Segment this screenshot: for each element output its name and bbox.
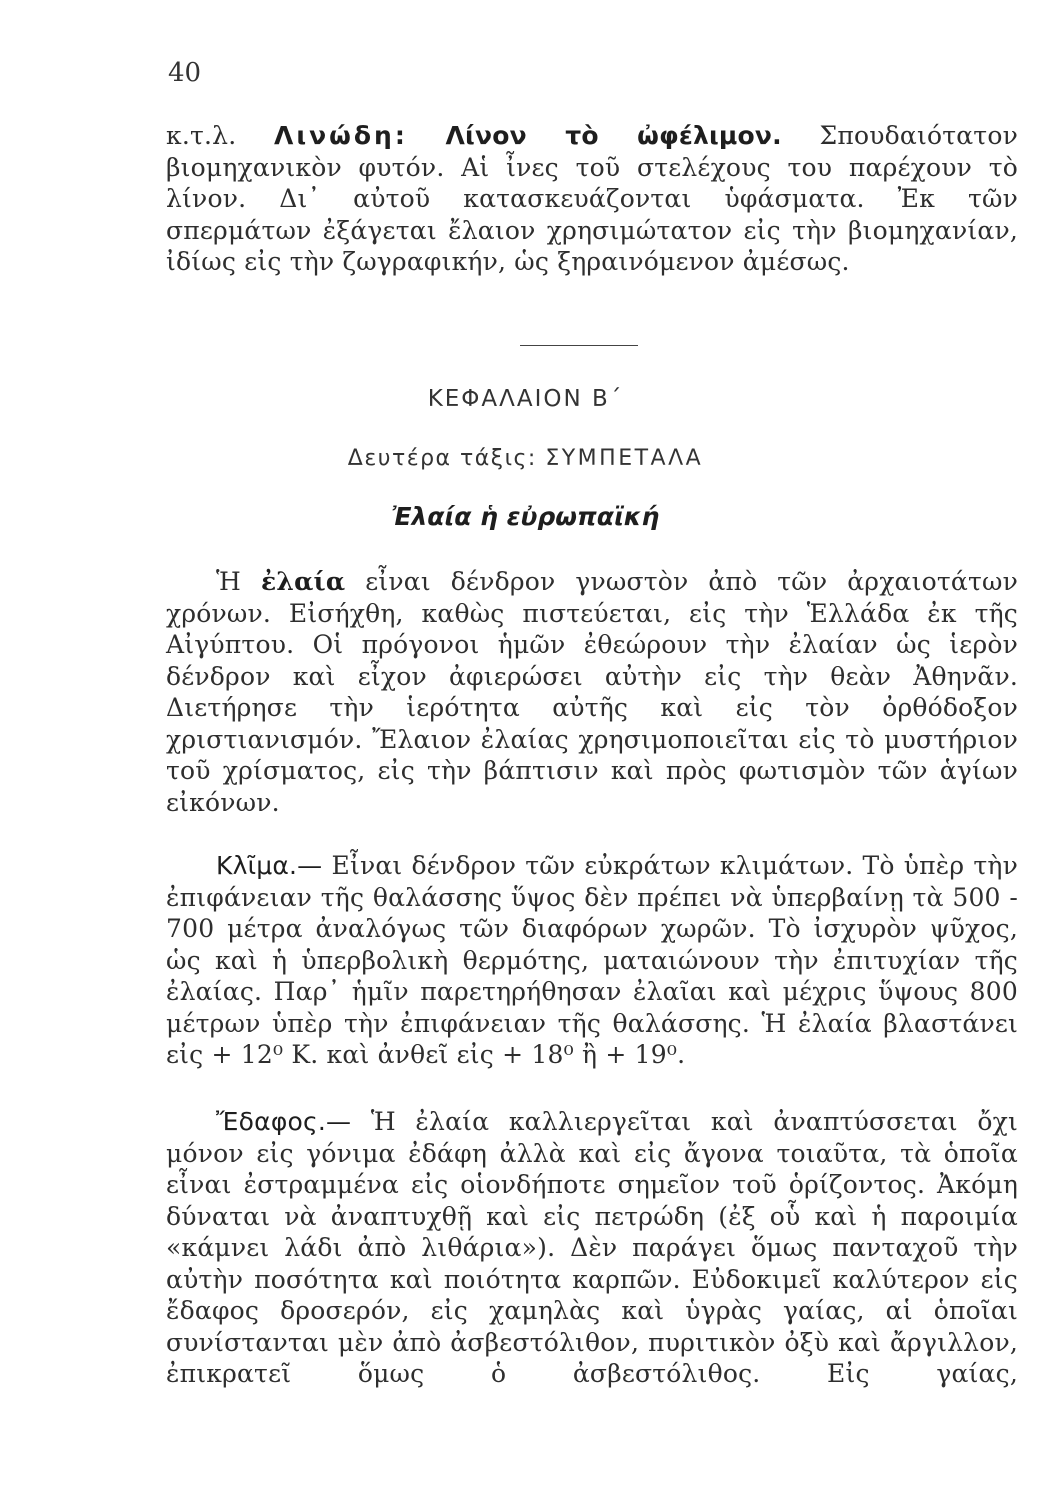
chapter-heading: ΚΕΦΑΛΑΙΟΝ Β΄: [427, 386, 624, 412]
climate-description: Εἶναι δένδρον τῶν εὐκράτων κλιμάτων. Τὸ ὑπὲρ τὴν ἐπιφάνειαν τῆς θαλάσσης ὕψος δὲν πρέπει νὰ ὑπερβαίνῃ τὰ 500 - 700 μέτρα ἀναλόγως τῶν διαφόρων χωρῶν. Τὸ ἰσχυρὸν ψῦχος, ὡς καὶ ἡ ὑπερβολικὴ θερμότης, ματαιώνουν τὴν ἐπιτυχίαν τῆς ἐλαίας. Παρ᾽ ἡμῖν παρετηρήθησαν ἐλαῖαι καὶ μέχρις ὕψους 800 μέτρων ὑπὲρ τὴν ἐπιφάνειαν τῆς θαλάσσης. Ἡ ἐλαία βλαστάνει εἰς + 12⁰ Κ. καὶ ἀνθεῖ εἰς + 18⁰ ἢ + 19⁰.: [166, 851, 1018, 1069]
etc-abbreviation: κ.τ.λ.: [166, 121, 237, 150]
olive-paragraph: [166, 566, 1018, 818]
flax-group-term: Λινώδη:: [274, 121, 408, 150]
flax-paragraph: [166, 120, 1018, 278]
soil-paragraph: [166, 1106, 1018, 1390]
section-divider: [520, 345, 638, 346]
flax-species-name: Λίνον τὸ ὠφέλιμον.: [445, 121, 782, 150]
class-line: [0, 446, 1051, 471]
class-name: ΣΥΜΠΕΤΑΛΑ: [545, 446, 704, 471]
olive-article: Ἡ: [216, 567, 242, 596]
olive-keyword: ἐλαία: [260, 567, 346, 596]
soil-heading: Ἔδαφος.—: [216, 1107, 352, 1136]
soil-description: Ἡ ἐλαία καλλιεργεῖται καὶ ἀναπτύσσεται ὄχι μόνον εἰς γόνιμα ἐδάφη ἀλλὰ καὶ εἰς ἄγονα τοιαῦτα, τὰ ὁποῖα εἶναι ἐστραμμένα εἰς οἱονδήποτε σημεῖον τοῦ ὁρίζοντος. Ἀκόμη δύναται νὰ ἀναπτυχθῇ καὶ εἰς πετρώδη (ἐξ οὗ καὶ ἡ παροιμία «κάμνει λάδι ἀπὸ λιθάρια»). Δὲν παράγει ὅμως πανταχοῦ τὴν αὐτὴν ποσότητα καὶ ποιότητα καρπῶν. Εὐδοκιμεῖ καλύτερον εἰς ἔδαφος δροσερόν, εἰς χαμηλὰς καὶ ὑγρὰς γαίας, αἱ ὁποῖαι συνίστανται μὲν ἀπὸ ἀσβεστόλιθον, πυριτικὸν ὀξὺ καὶ ἄργιλλον, ἐπικρατεῖ ὅμως ὁ ἀσβεστόλιθος. Εἰς γαίας,: [166, 1107, 1018, 1388]
climate-heading: Κλῖμα.—: [216, 851, 323, 880]
section-title: Ἐλαία ἡ εὐρωπαϊκή: [391, 502, 660, 531]
class-label: Δευτέρα τάξις:: [347, 446, 537, 471]
flax-description: Σπουδαιότατον βιομηχανικὸν φυτόν. Αἱ ἶνες τοῦ στελέχους του παρέχουν τὸ λίνον. Δι᾽ αὐτοῦ κατασκευάζονται ὑφάσματα. Ἐκ τῶν σπερμάτων ἐξάγεται ἔλαιον χρησιμώτατον εἰς τὴν βιομηχανίαν, ἰδίως εἰς τὴν ζωγραφικήν, ὡς ξηραινόμενον ἀμέσως.: [166, 121, 1018, 276]
climate-paragraph: [166, 850, 1018, 1071]
olive-description: εἶναι δένδρον γνωστὸν ἀπὸ τῶν ἀρχαιοτάτων χρόνων. Εἰσήχθη, καθὼς πιστεύεται, εἰς τὴν Ἑλλάδα ἐκ τῆς Αἰγύπτου. Οἱ πρόγονοι ἡμῶν ἐθεώρουν τὴν ἐλαίαν ὡς ἱερὸν δένδρον καὶ εἶχον ἀφιερώσει αὐτὴν εἰς τὴν θεὰν Ἀθηνᾶν. Διετήρησε τὴν ἱερότητα αὐτῆς καὶ εἰς τὸν ὀρθόδοξον χριστιανισμόν. Ἔλαιον ἐλαίας χρησιμοποιεῖται εἰς τὸ μυστήριον τοῦ χρίσματος, εἰς τὴν βάπτισιν καὶ πρὸς φωτισμὸν τῶν ἁγίων εἰκόνων.: [166, 567, 1019, 817]
page-number: 40: [168, 58, 202, 88]
